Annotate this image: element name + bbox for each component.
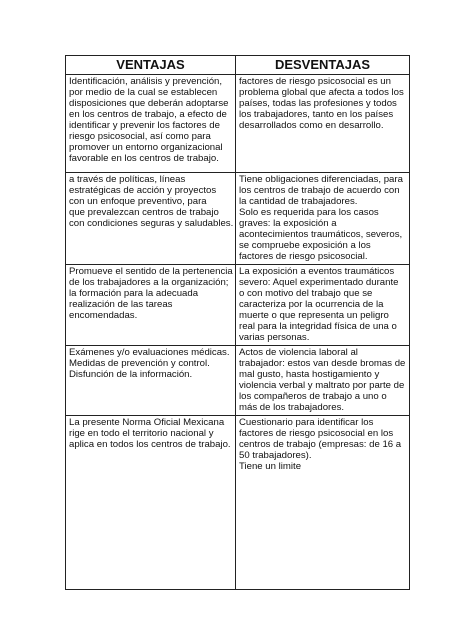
cell-line: centros de trabajo (empresas: de 16 a (239, 439, 402, 450)
cell-line: factores de riesgo psicosocial en los (239, 428, 394, 439)
cell-line: 50 trabajadores). (239, 450, 312, 461)
cell-line: los centros de trabajo de acuerdo con (239, 185, 400, 196)
cell-line: que prevalezcan centros de trabajo (69, 207, 219, 218)
cell-line: graves: la exposición a (239, 218, 337, 229)
desventaja-cell (236, 265, 410, 346)
cell-line: Promueve el sentido de la pertenencia (69, 266, 233, 277)
cell-line: caracteriza por la ocurrencia de la (239, 299, 384, 310)
cell-line: en los centros de trabajo, a efecto de (69, 109, 227, 120)
header-ventajas: VENTAJAS (66, 56, 236, 75)
cell-line: violencia verbal y maltrato por parte de (239, 380, 405, 391)
cell-line: identificar y prevenir los factores de (69, 120, 220, 131)
ventaja-cell (66, 265, 236, 346)
cell-line: riesgo psicosocial, así como para (69, 131, 211, 142)
table-row (66, 173, 410, 265)
cell-line: con un enfoque preventivo, para (69, 196, 207, 207)
cell-line: rige en todo el territorio nacional y (69, 428, 214, 439)
desventaja-cell (236, 75, 410, 173)
cell-line: trabajador: estos van desde bromas de (239, 358, 406, 369)
cell-line: Cuestionario para identificar los (239, 417, 374, 428)
cell-line: con condiciones seguras y saludables. (69, 218, 234, 229)
cell-line: La exposición a eventos traumáticos (239, 266, 395, 277)
cell-line: Disfunción de la información. (69, 369, 193, 380)
cell-line: la formación para la adecuada (69, 288, 199, 299)
cell-line: por medio de la cual se establecen (69, 87, 218, 98)
desventaja-cell (236, 173, 410, 265)
cell-line: o con motivo del trabajo que se (239, 288, 373, 299)
desventaja-cell (236, 346, 410, 416)
cell-line: la cantidad de trabajadores. (239, 196, 358, 207)
cell-line: varias personas. (239, 332, 310, 343)
cell-line: estratégicas de acción y proyectos (69, 185, 217, 196)
cell-line: favorable en los centros de trabajo. (69, 153, 219, 164)
cell-line: Tiene obligaciones diferenciadas, para (239, 174, 403, 185)
header-row (66, 56, 410, 75)
cell-line: los compañeros de trabajo a uno o (239, 391, 387, 402)
cell-line: Tiene un limite (239, 461, 302, 472)
table-row (66, 75, 410, 173)
ventajas-desventajas-table (65, 55, 410, 590)
cell-line: problema global que afecta a todos los (239, 87, 404, 98)
cell-line: más de los trabajadores. (239, 402, 345, 413)
cell-line: Solo es requerida para los casos (239, 207, 379, 218)
cell-line: factores de riesgo psicosocial. (239, 251, 368, 262)
cell-line: disposiciones que deberán adoptarse (69, 98, 229, 109)
cell-line: muerte o que representa un peligro (239, 310, 389, 321)
desventaja-cell (236, 416, 410, 590)
cell-line: real para la integridad física de una o (239, 321, 397, 332)
ventaja-cell (66, 75, 236, 173)
cell-line: de los trabajadores a la organización; (69, 277, 229, 288)
cell-line: severo: Aquel experimentado durante (239, 277, 399, 288)
ventaja-cell (66, 173, 236, 265)
cell-line: países, todas las profesiones y todos (239, 98, 397, 109)
cell-line: realización de las tareas (69, 299, 173, 310)
cell-line: se compruebe exposición a los (239, 240, 371, 251)
table-row (66, 416, 410, 590)
header-desventajas: DESVENTAJAS (236, 56, 410, 75)
cell-line: Actos de violencia laboral al (239, 347, 358, 358)
ventaja-cell (66, 346, 236, 416)
cell-line: mal gusto, hasta hostigamiento y (239, 369, 380, 380)
table-row (66, 265, 410, 346)
cell-line: factores de riesgo psicosocial es un (239, 76, 391, 87)
ventaja-cell (66, 416, 236, 590)
cell-line: Identificación, análisis y prevención, (69, 76, 223, 87)
cell-line: encomendadas. (69, 310, 138, 321)
cell-line: acontecimientos traumáticos, severos, (239, 229, 403, 240)
cell-line: a través de políticas, líneas (69, 174, 186, 185)
table-row (66, 346, 410, 416)
cell-line: aplica en todos los centros de trabajo. (69, 439, 231, 450)
cell-line: los trabajadores, tanto en los países (239, 109, 394, 120)
cell-line: Exámenes y/o evaluaciones médicas. (69, 347, 230, 358)
cell-line: Medidas de prevención y control. (69, 358, 210, 369)
cell-line: La presente Norma Oficial Mexicana (69, 417, 225, 428)
cell-line: promover un entorno organizacional (69, 142, 223, 153)
cell-line: desarrollados como en desarrollo. (239, 120, 384, 131)
